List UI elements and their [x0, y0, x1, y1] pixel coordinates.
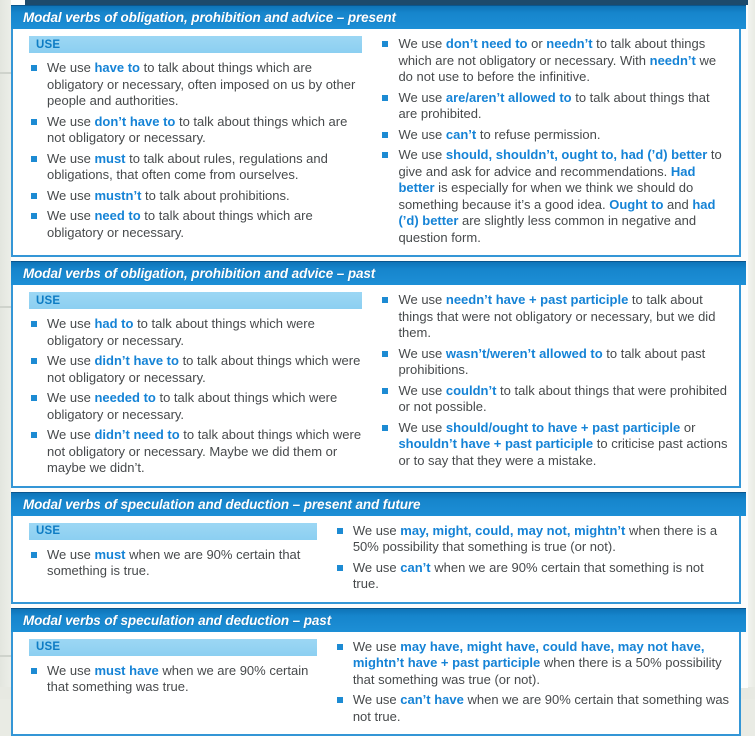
- bullet-text-segment: to criticise past actions or to say that they were a mistake.: [398, 436, 727, 468]
- grammar-section: [11, 608, 746, 736]
- section-title: Modal verbs of obligation, prohibition and advice – present: [23, 10, 396, 25]
- modal-verb-keyword: didn’t have to: [94, 353, 179, 368]
- right-bullets: [380, 292, 731, 469]
- usage-bullet: [382, 292, 731, 342]
- bullet-text-segment: when there is a 50% possibility that something was true (or not).: [353, 655, 722, 687]
- bullet-text: [47, 390, 362, 423]
- modal-verb-keyword: don’t have to: [94, 114, 175, 129]
- bullet-text: [47, 60, 362, 110]
- bullet-text-segment: or: [528, 36, 547, 51]
- usage-bullet: [382, 346, 731, 379]
- usage-bullet: [31, 114, 362, 147]
- left-column: [29, 292, 362, 477]
- bullet-text-segment: and: [663, 197, 692, 212]
- bullet-square-icon: [337, 565, 343, 571]
- bullet-text-segment: we do not use to before the infinitive.: [398, 53, 716, 85]
- bullet-text: [398, 383, 731, 416]
- usage-bullet: [382, 383, 731, 416]
- modal-verb-keyword: had to: [94, 316, 133, 331]
- right-column: [335, 523, 731, 593]
- usage-bullet: [337, 560, 731, 593]
- modal-verb-keyword: should, shouldn’t, ought to, had (’d) better: [446, 147, 707, 162]
- left-bullets: [29, 663, 317, 696]
- left-column: [29, 523, 317, 593]
- modal-verb-keyword: mustn’t: [94, 188, 141, 203]
- bullet-text: [398, 346, 731, 379]
- modal-verb-keyword: wasn’t/weren’t allowed to: [446, 346, 603, 361]
- usage-bullet: [337, 692, 731, 725]
- scan-line: [0, 72, 11, 74]
- use-label: USE: [36, 641, 60, 653]
- bullet-text-segment: We use: [47, 390, 94, 405]
- bullet-text-segment: We use: [398, 90, 445, 105]
- section-title-bar: [11, 5, 746, 29]
- bullet-text-segment: to talk about prohibitions.: [141, 188, 289, 203]
- bullet-text: [398, 420, 731, 470]
- bullet-text-segment: when we are 90% certain that something is true.: [47, 547, 300, 579]
- modal-verb-keyword: needn’t: [546, 36, 592, 51]
- modal-verb-keyword: need to: [94, 208, 140, 223]
- bullet-text-segment: We use: [47, 547, 94, 562]
- modal-verb-keyword: shouldn’t have + past participle: [398, 436, 593, 451]
- bullet-text: [47, 427, 362, 477]
- right-bullets: [380, 36, 731, 246]
- bullet-text-segment: to talk about things which were obligatory or necessary.: [47, 390, 337, 422]
- right-bullets: [335, 523, 731, 593]
- bullet-square-icon: [382, 351, 388, 357]
- bullet-square-icon: [31, 119, 37, 125]
- right-column: [380, 36, 731, 246]
- bullet-square-icon: [382, 95, 388, 101]
- modal-verb-keyword: may have, might have, could have, may not have, mightn’t have + past participle: [353, 639, 705, 671]
- usage-bullet: [382, 36, 731, 86]
- usage-bullet: [31, 316, 362, 349]
- modal-verb-keyword: should/ought to have + past participle: [446, 420, 680, 435]
- bullet-text-segment: We use: [47, 353, 94, 368]
- modal-verb-keyword: couldn’t: [446, 383, 497, 398]
- bullet-square-icon: [31, 668, 37, 674]
- usage-bullet: [382, 420, 731, 470]
- section-title: Modal verbs of speculation and deduction – present and future: [23, 497, 420, 512]
- usage-bullet: [382, 127, 731, 144]
- bullet-text: [398, 292, 731, 342]
- bullet-text-segment: to talk about things that are prohibited.: [398, 90, 709, 122]
- use-label-bar: [29, 523, 317, 540]
- bullet-text-segment: is especially for when we think we should do something because it’s a good idea.: [398, 180, 693, 212]
- grammar-section: [11, 492, 746, 604]
- bullet-text-segment: We use: [398, 420, 445, 435]
- section-title-bar: [11, 492, 746, 516]
- bullet-text-segment: We use: [353, 560, 400, 575]
- bullet-text-segment: to talk about things which are not obligatory or necessary.: [47, 114, 347, 146]
- bullet-text: [47, 353, 362, 386]
- bullet-text-segment: to talk about things that were prohibited or not possible.: [398, 383, 727, 415]
- usage-bullet: [31, 151, 362, 184]
- usage-bullet: [337, 639, 731, 689]
- bullet-text-segment: We use: [47, 60, 94, 75]
- bullet-square-icon: [337, 528, 343, 534]
- usage-bullet: [31, 663, 317, 696]
- use-label: USE: [36, 39, 60, 51]
- bullet-text-segment: We use: [47, 188, 94, 203]
- usage-bullet: [382, 90, 731, 123]
- bullet-text: [47, 208, 362, 241]
- use-label-bar: [29, 292, 362, 309]
- usage-bullet: [382, 147, 731, 246]
- bullet-text-segment: We use: [398, 292, 445, 307]
- grammar-section: [11, 261, 746, 488]
- bullet-text-segment: We use: [398, 346, 445, 361]
- bullet-text-segment: to talk about things which are obligatory or necessary, often imposed on us by other people and authorities.: [47, 60, 355, 108]
- bullet-text: [47, 316, 362, 349]
- left-column: [29, 639, 317, 726]
- modal-verb-keyword: must have: [94, 663, 158, 678]
- left-column: [29, 36, 362, 246]
- bullet-square-icon: [382, 297, 388, 303]
- left-bullets: [29, 316, 362, 477]
- bullet-square-icon: [31, 156, 37, 162]
- use-label: USE: [36, 295, 60, 307]
- bullet-text: [353, 523, 731, 556]
- bullet-text: [47, 114, 362, 147]
- page-left-margin: [0, 0, 11, 699]
- section-title: Modal verbs of obligation, prohibition and advice – past: [23, 266, 375, 281]
- bullet-text: [47, 151, 362, 184]
- usage-bullet: [31, 188, 362, 205]
- modal-verb-keyword: don’t need to: [446, 36, 528, 51]
- sections-container: [11, 5, 746, 736]
- section-content-box: [11, 285, 741, 488]
- bullet-square-icon: [382, 152, 388, 158]
- use-label: USE: [36, 525, 60, 537]
- bullet-text-segment: We use: [398, 383, 445, 398]
- use-label-bar: [29, 36, 362, 53]
- modal-verb-keyword: had (’d) better: [398, 197, 715, 229]
- bullet-text-segment: to talk about rules, regulations and obligations, that often come from ourselves.: [47, 151, 328, 183]
- bullet-text: [353, 639, 731, 689]
- section-title-bar: [11, 261, 746, 285]
- bullet-text-segment: to talk about things which were not obligatory or necessary. Maybe we did them or maybe we didn’t.: [47, 427, 361, 475]
- scan-line: [0, 655, 11, 657]
- modal-verb-keyword: may, might, could, may not, mightn’t: [400, 523, 625, 538]
- bullet-square-icon: [31, 395, 37, 401]
- usage-bullet: [31, 353, 362, 386]
- section-content-box: [11, 29, 741, 257]
- section-content-box: [11, 516, 741, 604]
- bullet-text-segment: to talk about things which were not obligatory or necessary.: [47, 353, 360, 385]
- modal-verb-keyword: needed to: [94, 390, 155, 405]
- section-content-box: [11, 632, 741, 736]
- bullet-text-segment: when we are 90% certain that something was true.: [47, 663, 308, 695]
- right-column: [335, 639, 731, 726]
- bullet-square-icon: [31, 432, 37, 438]
- bullet-text-segment: are slightly less common in negative and question form.: [398, 213, 696, 245]
- bullet-text-segment: We use: [47, 663, 94, 678]
- bullet-square-icon: [382, 41, 388, 47]
- bullet-square-icon: [31, 213, 37, 219]
- grammar-section: [11, 5, 746, 257]
- bullet-square-icon: [31, 358, 37, 364]
- bullet-square-icon: [337, 697, 343, 703]
- modal-verb-keyword: have to: [94, 60, 140, 75]
- bullet-square-icon: [382, 425, 388, 431]
- bullet-text: [47, 188, 290, 205]
- scan-line: [0, 306, 11, 308]
- bullet-text-segment: We use: [47, 427, 94, 442]
- bullet-text: [47, 547, 317, 580]
- bullet-text: [398, 147, 731, 246]
- right-column: [380, 292, 731, 477]
- bullet-text-segment: to refuse permission.: [476, 127, 600, 142]
- bullet-text: [353, 692, 731, 725]
- usage-bullet: [31, 390, 362, 423]
- bullet-text-segment: or: [680, 420, 695, 435]
- use-label-bar: [29, 639, 317, 656]
- modal-verb-keyword: can’t have: [400, 692, 464, 707]
- bullet-text-segment: to talk about things which are not obligatory or necessary. With: [398, 36, 705, 68]
- bullet-text-segment: We use: [353, 639, 400, 654]
- bullet-text-segment: We use: [398, 36, 445, 51]
- bullet-square-icon: [31, 65, 37, 71]
- bullet-text-segment: to talk about things that were not obligatory or necessary, but we did them.: [398, 292, 715, 340]
- usage-bullet: [31, 60, 362, 110]
- modal-verb-keyword: must: [94, 547, 125, 562]
- bullet-text-segment: We use: [47, 208, 94, 223]
- modal-verb-keyword: can’t: [400, 560, 430, 575]
- bullet-text-segment: to talk about past prohibitions.: [398, 346, 705, 378]
- right-bullets: [335, 639, 731, 726]
- bullet-text-segment: We use: [47, 114, 94, 129]
- left-bullets: [29, 547, 317, 580]
- bullet-text: [398, 36, 731, 86]
- grammar-reference-sheet: [11, 0, 748, 688]
- left-bullets: [29, 60, 362, 241]
- bullet-text-segment: when there is a 50% possibility that something is true (or not).: [353, 523, 717, 555]
- bullet-text-segment: to talk about things which were obligatory or necessary.: [47, 316, 315, 348]
- bullet-square-icon: [382, 132, 388, 138]
- modal-verb-keyword: must: [94, 151, 125, 166]
- bullet-text-segment: We use: [353, 692, 400, 707]
- modal-verb-keyword: are/aren’t allowed to: [446, 90, 572, 105]
- modal-verb-keyword: can’t: [446, 127, 476, 142]
- bullet-text: [398, 127, 600, 144]
- bullet-text: [353, 560, 731, 593]
- section-title-bar: [11, 608, 746, 632]
- bullet-text-segment: when we are 90% certain that something is not true.: [353, 560, 704, 592]
- bullet-text-segment: We use: [47, 316, 94, 331]
- bullet-text-segment: to give and ask for advice and recommendations.: [398, 147, 721, 179]
- bullet-square-icon: [31, 552, 37, 558]
- bullet-text-segment: to talk about things which are obligatory or necessary.: [47, 208, 313, 240]
- usage-bullet: [31, 208, 362, 241]
- usage-bullet: [31, 547, 317, 580]
- usage-bullet: [31, 427, 362, 477]
- modal-verb-keyword: needn’t: [650, 53, 696, 68]
- modal-verb-keyword: Ought to: [609, 197, 663, 212]
- section-title: Modal verbs of speculation and deduction – past: [23, 613, 331, 628]
- bullet-text-segment: We use: [353, 523, 400, 538]
- bullet-text: [47, 663, 317, 696]
- bullet-text-segment: We use: [398, 127, 445, 142]
- modal-verb-keyword: didn’t need to: [94, 427, 179, 442]
- bullet-square-icon: [382, 388, 388, 394]
- usage-bullet: [337, 523, 731, 556]
- bullet-square-icon: [337, 644, 343, 650]
- modal-verb-keyword: Had better: [398, 164, 695, 196]
- bullet-square-icon: [31, 321, 37, 327]
- bullet-text: [398, 90, 731, 123]
- bullet-text-segment: We use: [47, 151, 94, 166]
- bullet-square-icon: [31, 193, 37, 199]
- bullet-text-segment: when we are 90% certain that something was not true.: [353, 692, 729, 724]
- bullet-text-segment: We use: [398, 147, 445, 162]
- modal-verb-keyword: needn’t have + past participle: [446, 292, 628, 307]
- page-right-margin: [747, 0, 755, 699]
